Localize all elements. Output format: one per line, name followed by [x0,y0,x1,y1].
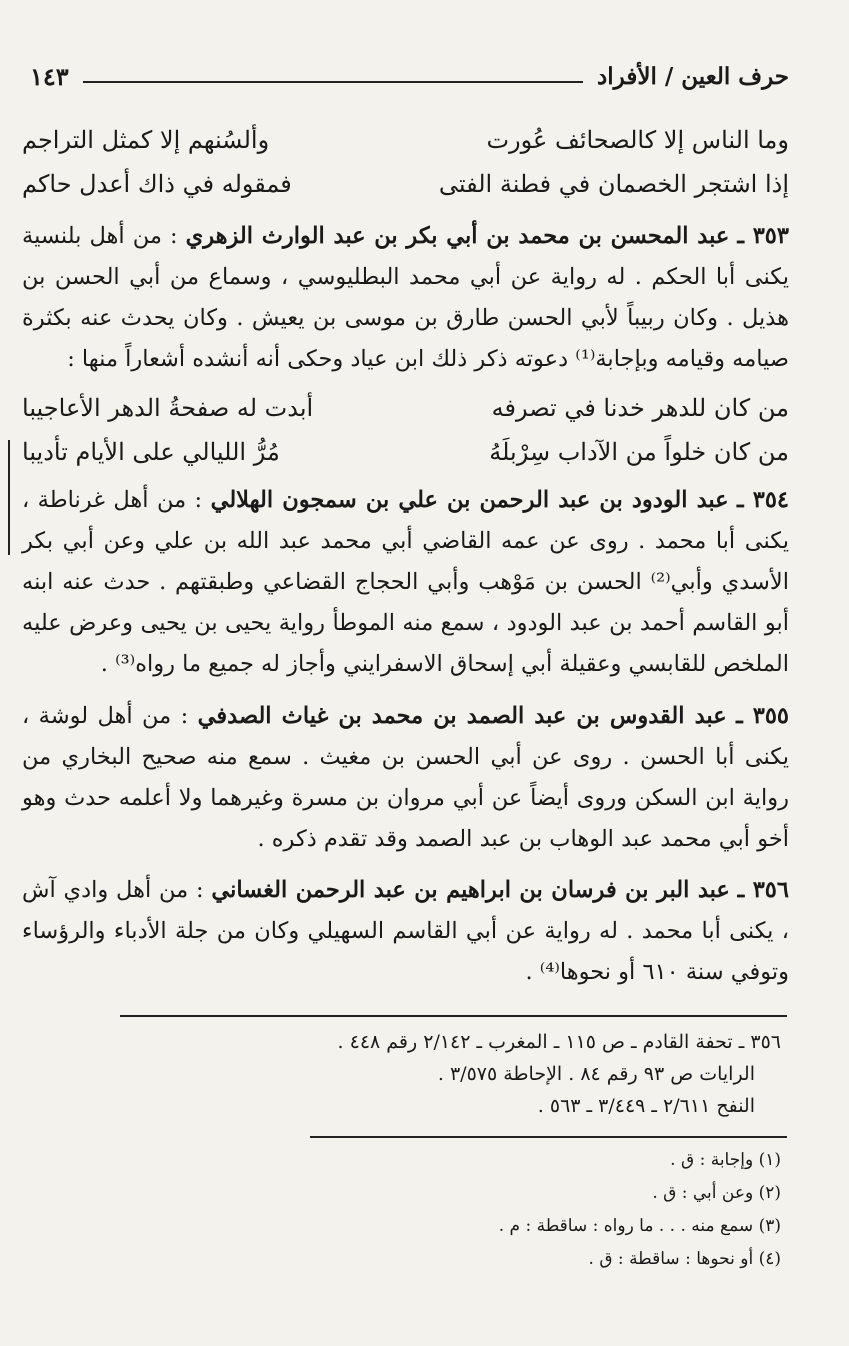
entry-body: : من أهل لوشة ، يكنى أبا الحسن . روى عن أبي الحسن بن مغيث . سمع منه صحيح البخاري من رواية ابن السكن وروى أيضاً عن أبي مروان بن مسرة وغيرهما ولا أعلمه حدث وهو أخو أبي محمد عبد الوهاب بن عبد الصمد وقد تقدم ذكره . [22,703,789,852]
verse-line [22,386,789,430]
entry-number: ٣٥٣ ـ [737,223,789,249]
hemistich-second: أبدت له صفحةُ الدهر الأعاجيبا [22,394,314,422]
entry-name: عبد القدوس بن عبد الصمد بن محمد بن غياث الصدفي [197,703,727,729]
hemistich-first: إذا اشتجر الخصمان في فطنة الفتى [438,170,789,198]
footnotes-block [40,1144,781,1276]
hemistich-second: مُرُّ الليالي على الأيام تأديبا [22,438,280,466]
footnotes-separator [310,1136,787,1138]
hemistich-second: فمقوله في ذاك أعدل حاكم [22,170,292,198]
entry-number: ٣٥٥ ـ [736,703,790,729]
source-line: الرايات ص ٩٣ رقم ٨٤ . الإحاطة ٣/٥٧٥ . [437,1063,755,1085]
entry-name: عبد المحسن بن محمد بن أبي بكر بن عبد الوارث الزهري [185,223,730,249]
entry-name: عبد الودود بن عبد الرحمن بن علي بن سمجون الهلالي [210,487,729,513]
chapter-title: حرف العين / الأفراد [597,62,789,90]
hemistich-second: وألسُنهم إلا كمثل التراجم [22,126,270,154]
sources-block [40,1026,781,1122]
entry-354 [22,480,789,685]
entry-355 [22,696,789,860]
page-number: ١٤٣ [30,61,69,91]
entry-body: : من أهل غرناطة ، يكنى أبا محمد . روى عن عمه القاضي أبي محمد عبد الله بن علي وعن أبي بكر الأسدي وأبي⁽²⁾ الحسن بن مَوْهب وأبي الحجاج القضاعي وطبقتهم . حدث عنه ابنه أبو القاسم أحمد بن عبد الودود ، سمع منه الموطأ رواية يحيى بن يحيى وعرض عليه الملخص للقابسي وعقيلة أبي إسحاق الاسفرايني وأجاز له جميع ما رواه⁽³⁾ . [22,487,789,677]
verse-block-1 [22,118,789,206]
entry-body: : من أهل بلنسية يكنى أبا الحكم . له رواية عن أبي محمد البطليوسي ، وسماع من أبي الحسن بن هذيل . وكان ربيباً لأبي الحسن طارق بن موسى بن يعيش . وكان يحدث عنه بكثرة صيامه وقيامه وبإجابة⁽¹⁾ دعوته ذكر ذلك ابن عياد وحكى أنه أنشده أشعاراً منها : [22,223,789,372]
footnote: (١) وإجابة : ق . [670,1150,781,1170]
verse-line [22,162,789,206]
source-line: النفح ٢/٦١١ ـ ٣/٤٤٩ ـ ٥٦٣ . [537,1095,755,1117]
footnote: (٢) وعن أبي : ق . [652,1183,781,1203]
entry-353 [22,216,789,380]
running-header [30,56,789,96]
entry-body: : من أهل وادي آش ، يكنى أبا محمد . له رواية عن أبي القاسم السهيلي وكان من جلة الأدباء والرؤساء وتوفي سنة ٦١٠ أو نحوها⁽⁴⁾ . [22,877,789,985]
verse-line [22,430,789,474]
entry-number: ٣٥٤ ـ [737,487,790,513]
verse-line [22,118,789,162]
entry-number: ٣٥٦ ـ [737,877,789,903]
header-rule [83,81,583,83]
entry-name: عبد البر بن فرسان بن ابراهيم بن عبد الرحمن الغساني [211,877,730,903]
hemistich-first: وما الناس إلا كالصحائف عُورت [486,126,789,154]
footnote: (٣) سمع منه . . . ما رواه : ساقطة : م . [498,1216,781,1236]
sources-separator [120,1015,787,1017]
entry-356 [22,870,789,993]
footnote: (٤) أو نحوها : ساقطة : ق . [588,1249,781,1269]
verse-block-2 [22,386,789,474]
margin-mark [8,440,10,555]
hemistich-first: من كان للدهر خدنا في تصرفه [491,394,789,422]
hemistich-first: من كان خلواً من الآداب سِرْبلَهُ [489,438,789,466]
source-line: ٣٥٦ ـ تحفة القادم ـ ص ١١٥ ـ المغرب ـ ٢/١٤٢ رقم ٤٤٨ . [337,1031,781,1053]
